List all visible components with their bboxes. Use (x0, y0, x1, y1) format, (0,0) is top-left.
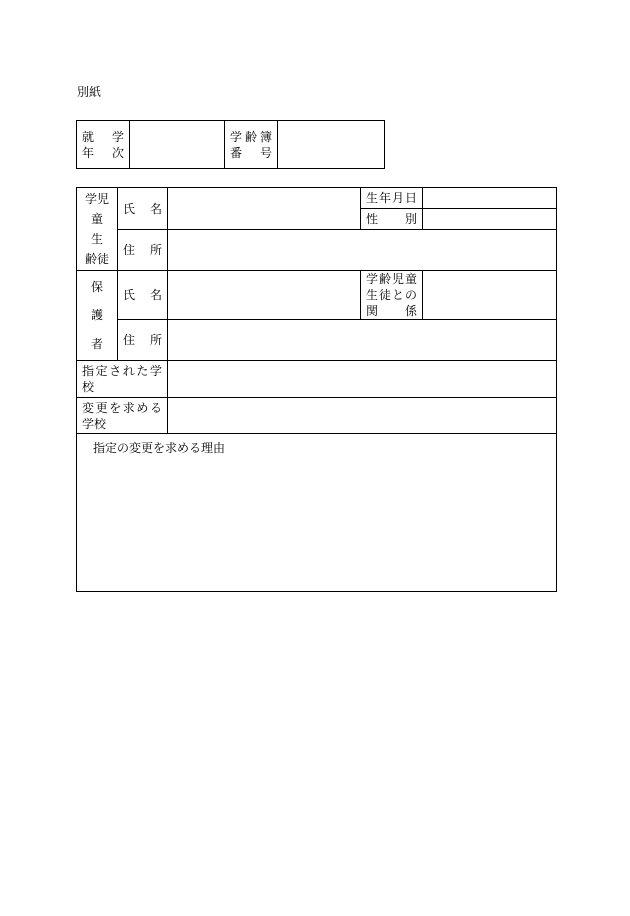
student-name-label: 氏 名 (118, 188, 168, 230)
main-form-table (76, 187, 557, 592)
requested-school-field[interactable] (168, 398, 557, 434)
student-group-label: 学児 童 生 齢徒 (77, 188, 118, 271)
guardian-address-field[interactable] (168, 320, 557, 361)
designated-school-label: 指定された学 校 (77, 361, 168, 398)
requested-school-label: 変更を求める 学校 (77, 398, 168, 434)
gender-label: 性 別 (361, 209, 423, 230)
relation-label: 学齢児童 生徒との 関 係 (361, 271, 423, 320)
gender-field[interactable] (423, 209, 557, 230)
student-address-label: 住 所 (118, 230, 168, 271)
guardian-address-label: 住 所 (118, 320, 168, 361)
guardian-name-label: 氏 名 (118, 271, 168, 320)
register-number-field[interactable] (278, 121, 385, 169)
document-heading: 別紙 (77, 85, 102, 99)
relation-field[interactable] (423, 271, 557, 320)
grade-register-table (76, 120, 385, 169)
guardian-group-label: 保 護 者 (77, 271, 118, 361)
grade-field[interactable] (130, 121, 225, 169)
guardian-name-field[interactable] (168, 271, 361, 320)
student-name-field[interactable] (168, 188, 361, 230)
reason-box[interactable] (77, 434, 557, 592)
grade-label: 就 学 年 次 (77, 121, 130, 169)
reason-label: 指定の変更を求める理由 (93, 441, 226, 455)
birthdate-field[interactable] (423, 188, 557, 209)
designated-school-field[interactable] (168, 361, 557, 398)
birthdate-label: 生年月日 (361, 188, 423, 209)
register-number-label: 学齢簿 番 号 (225, 121, 278, 169)
student-address-field[interactable] (168, 230, 557, 271)
